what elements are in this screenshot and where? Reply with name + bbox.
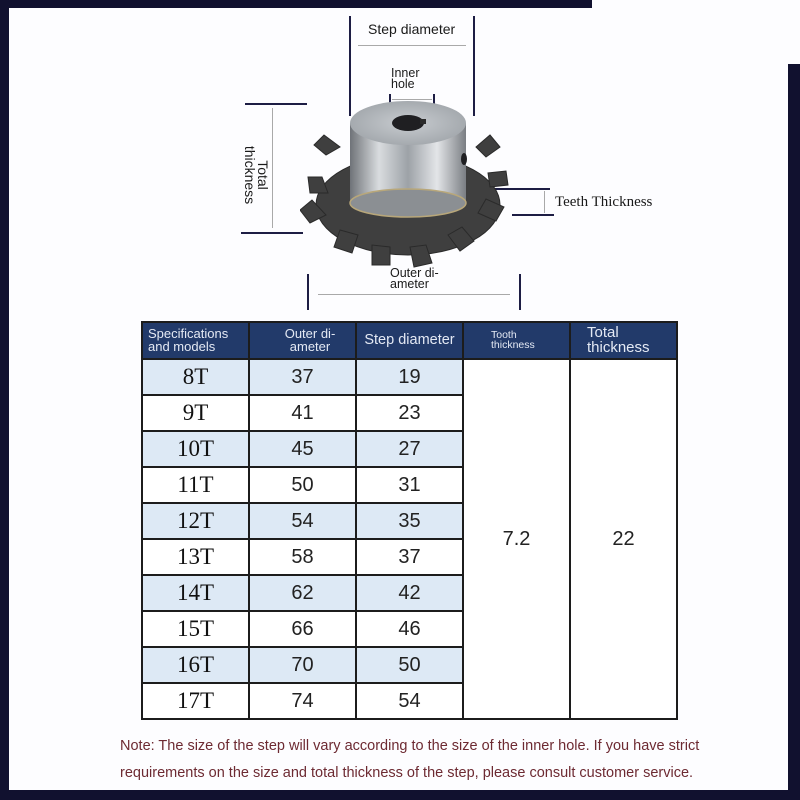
step-diameter-cell: 31 (356, 467, 463, 503)
header-total-line1: Total (587, 324, 619, 342)
outer-diameter-cell: 58 (249, 539, 356, 575)
inner-hole-label-line1: Inner (391, 66, 420, 80)
model-cell: 13T (142, 539, 249, 575)
outer-diameter-cell: 41 (249, 395, 356, 431)
outer-diameter-cell: 45 (249, 431, 356, 467)
sprocket-image (300, 95, 520, 270)
teeth-thickness-arrow (544, 191, 545, 213)
table-row (142, 359, 677, 395)
step-diameter-cell: 46 (356, 611, 463, 647)
model-cell: 12T (142, 503, 249, 539)
step-diameter-cell: 37 (356, 539, 463, 575)
step-diameter-cell: 27 (356, 431, 463, 467)
outer-diameter-cell: 62 (249, 575, 356, 611)
total-thickness-label-line2: thickness (242, 145, 258, 205)
step-diameter-arrow (358, 45, 466, 46)
outer-diameter-cell: 74 (249, 683, 356, 719)
header-tooth-line1: Tooth (491, 328, 517, 341)
model-cell: 17T (142, 683, 249, 719)
header-specifications (142, 322, 249, 359)
model-cell: 8T (142, 359, 249, 395)
table-header-row (142, 322, 677, 359)
header-outer-diameter (249, 322, 356, 359)
header-tooth-thickness (463, 322, 570, 359)
outer-diameter-cell: 37 (249, 359, 356, 395)
total-thickness-cell: 22 (570, 359, 677, 719)
step-diameter-cell: 19 (356, 359, 463, 395)
outer-diameter-cell: 66 (249, 611, 356, 647)
model-cell: 15T (142, 611, 249, 647)
step-diameter-cell: 54 (356, 683, 463, 719)
spec-table (141, 321, 678, 720)
outer-diameter-right-line (519, 274, 521, 310)
outer-diameter-label-line1: Outer di- (390, 266, 439, 280)
header-outer-line1: Outer di- (284, 326, 336, 342)
inner-hole-label (391, 68, 431, 90)
header-total-thickness (570, 322, 677, 359)
outer-diameter-arrow (318, 294, 510, 295)
note-text (120, 733, 760, 787)
step-diameter-cell: 23 (356, 395, 463, 431)
total-thickness-label (243, 135, 269, 215)
inner-hole-label-line2: hole (391, 77, 415, 91)
step-diameter-label: Step diameter (368, 21, 456, 37)
model-cell: 9T (142, 395, 249, 431)
step-diameter-cell: 35 (356, 503, 463, 539)
outer-diameter-label (390, 268, 450, 290)
step-diameter-cell: 42 (356, 575, 463, 611)
header-spec-line2: and models (148, 338, 216, 354)
outer-diameter-label-line2: ameter (390, 277, 429, 291)
tooth-thickness-cell: 7.2 (463, 359, 570, 719)
outer-diameter-left-line (307, 274, 309, 310)
note-line1: Note: The size of the step will vary according to the size of the inner hole. If you have strict (120, 738, 700, 754)
total-thickness-arrow (272, 108, 273, 228)
model-cell: 16T (142, 647, 249, 683)
header-total-line2: thickness (587, 338, 650, 356)
model-cell: 10T (142, 431, 249, 467)
total-thickness-top-line (245, 103, 307, 105)
header-tooth-line2: thickness (491, 338, 535, 351)
model-cell: 11T (142, 467, 249, 503)
model-cell: 14T (142, 575, 249, 611)
outer-diameter-cell: 50 (249, 467, 356, 503)
header-step-diameter: Step diameter (356, 322, 463, 359)
total-thickness-bottom-line (241, 232, 303, 234)
header-spec-line1: Specifications (148, 326, 229, 342)
outer-diameter-cell: 54 (249, 503, 356, 539)
total-thickness-label-line1: Total (255, 160, 271, 190)
outer-diameter-cell: 70 (249, 647, 356, 683)
header-outer-line2: ameter (289, 338, 331, 354)
sprocket-diagram (0, 0, 800, 315)
note-line2: requirements on the size and total thickness of the step, please consult customer service. (120, 765, 694, 781)
step-diameter-cell: 50 (356, 647, 463, 683)
teeth-thickness-label: Teeth Thickness (555, 194, 653, 210)
